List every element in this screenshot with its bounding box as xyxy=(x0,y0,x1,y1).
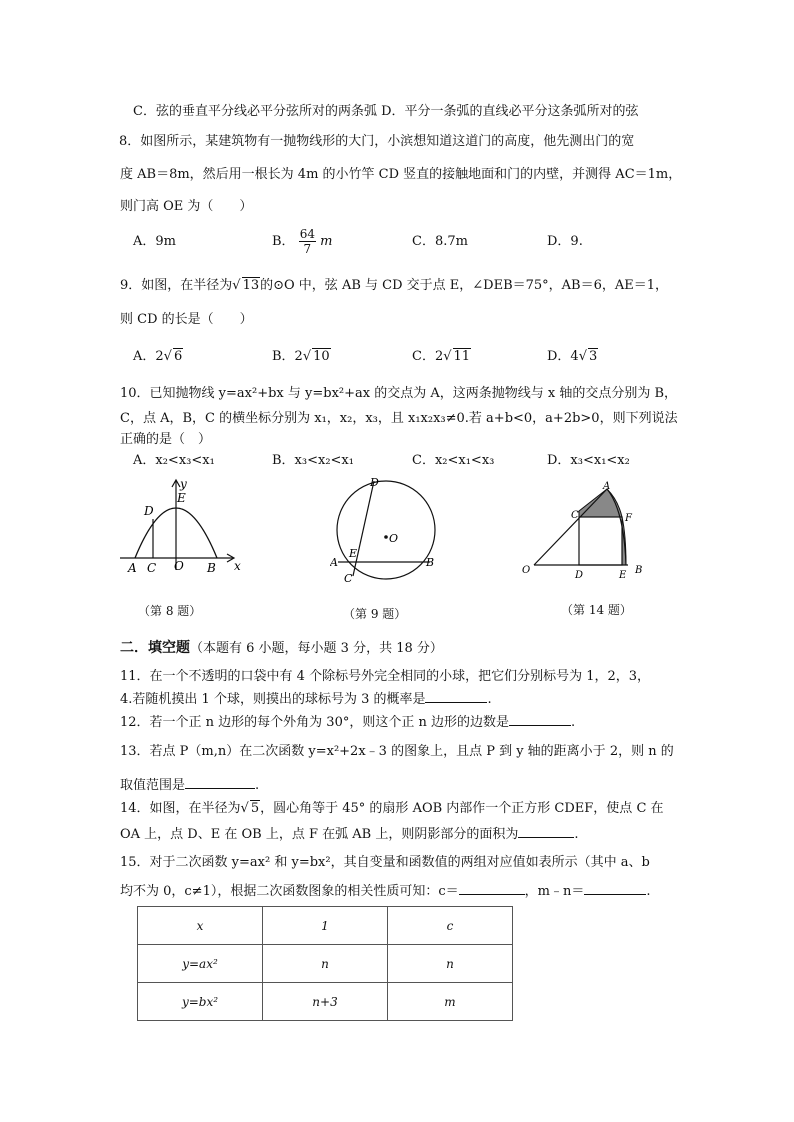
table-cell: x xyxy=(138,907,263,945)
table-cell: y=bx² xyxy=(138,983,263,1021)
q9-stem-line1: 9．如图，在半径为√ 13的⊙O 中，弦 AB 与 CD 交于点 E，∠DEB＝75°，AB＝6，AE＝1， xyxy=(120,278,669,293)
fig9-label-C: C xyxy=(344,572,353,585)
q12-answer-blank[interactable] xyxy=(509,711,571,726)
table-cell: n xyxy=(263,945,388,983)
q9-option-a: A．2√ 6 xyxy=(133,349,183,364)
q10-option-d: D．x₃<x₁<x₂ xyxy=(547,453,630,468)
q10-stem-line2: C，点 A，B，C 的横坐标分别为 x₁，x₂，x₃，且 x₁x₂x₃≠0.若 a+b<0，a+2b>0，则下列说法 xyxy=(120,411,678,426)
q8-option-d: D．9. xyxy=(547,234,583,249)
fig9-caption: （第 9 题） xyxy=(343,607,407,621)
q14-radical-5: 5 xyxy=(250,801,260,816)
q7-options-cd xyxy=(133,102,639,122)
q10-stem-line3: 正确的是（ ） xyxy=(120,432,212,447)
q13-stem-line2: 取值范围是 . xyxy=(120,774,259,796)
fig9-label-O: O xyxy=(389,532,399,545)
q13-answer-blank[interactable] xyxy=(185,774,255,789)
q13-stem-line1: 13．若点 P（m,n）在二次函数 y=x²+2x﹣3 的图象上，且点 P 到 y 轴的距离小于 2，则 n 的 xyxy=(120,744,674,759)
fig8-label-y: y xyxy=(180,478,187,491)
figure-8 xyxy=(118,478,253,578)
fig14-radius-OA xyxy=(534,489,607,565)
table-cell: n xyxy=(388,945,513,983)
fig14-label-E: E xyxy=(619,570,627,580)
fig8-label-D: D xyxy=(144,504,154,518)
q11-stem-line2: 4.若随机摸出 1 个球，则摸出的球标号为 3 的概率是 . xyxy=(120,688,492,710)
q10-stem-line1: 10．已知抛物线 y=ax²+bx 与 y=bx²+ax 的交点为 A，这两条抛物线与 x 轴的交点分别为 B， xyxy=(120,386,678,401)
q9-radical-13: 13 xyxy=(242,278,260,293)
fig9-center-dot xyxy=(384,535,388,539)
fig8-label-A: A xyxy=(128,561,137,575)
fig14-label-F: F xyxy=(625,513,632,524)
q12-stem: 12．若一个正 n 边形的每个外角为 30°，则这个正 n 边形的边数是 . xyxy=(120,711,575,733)
fig8-label-O: O xyxy=(174,559,184,573)
q15-value-table xyxy=(137,906,513,1021)
q15-answer-blank-c[interactable] xyxy=(459,880,525,895)
fig14-label-D: D xyxy=(575,570,584,580)
q7-option-c: C．弦的垂直平分线必平分弦所对的两条弧 xyxy=(133,104,377,119)
fig8-label-x: x xyxy=(234,559,241,573)
q8-option-a: A．9m xyxy=(133,234,176,249)
q9-option-b: B．2√ 10 xyxy=(272,349,330,364)
table-row xyxy=(138,907,513,945)
fig14-label-A: A xyxy=(603,481,611,492)
fig8-label-C: C xyxy=(147,561,157,575)
fig9-label-D: D xyxy=(370,476,379,489)
q9-stem-line2: 则 CD 的长是（ ） xyxy=(120,312,253,327)
q14-stem-line2: OA 上，点 D、E 在 OB 上，点 F 在弧 AB 上，则阴影部分的面积为 . xyxy=(120,823,578,845)
q9-option-c: C．2√ 11 xyxy=(412,349,471,364)
q11-answer-blank[interactable] xyxy=(425,688,487,703)
q11-stem-line1: 11．在一个不透明的口袋中有 4 个除标号外完全相同的小球，把它们分别标号为 1，2，3， xyxy=(120,669,651,684)
q14-answer-blank[interactable] xyxy=(518,823,574,838)
table-cell: c xyxy=(388,907,513,945)
q8-option-b-fraction: $\frac{64}{7}$ xyxy=(299,227,315,256)
table-cell: n+3 xyxy=(263,983,388,1021)
section2-heading xyxy=(120,638,443,659)
q9-option-d: D．4√ 3 xyxy=(547,349,598,364)
q10-option-a: A．x₂<x₃<x₁ xyxy=(133,453,215,468)
table-cell: m xyxy=(388,983,513,1021)
fig9-label-A: A xyxy=(330,556,338,569)
fig14-label-O: O xyxy=(522,565,531,576)
fig14-label-B: B xyxy=(635,565,643,576)
q15-answer-blank-m-minus-n[interactable] xyxy=(584,880,646,895)
fig8-label-E: E xyxy=(177,491,186,505)
section2-note: （本题有 6 小题，每小题 3 分，共 18 分） xyxy=(190,641,443,656)
q8-stem-line3: 则门高 OE 为（ ） xyxy=(120,199,253,214)
q8-option-b: B． $\frac{64}{7}$ m xyxy=(272,227,333,256)
table-row xyxy=(138,983,513,1021)
fig14-caption: （第 14 题） xyxy=(561,603,632,617)
table-cell: 1 xyxy=(263,907,388,945)
fig9-circle xyxy=(337,481,435,579)
fig14-square-CDEF xyxy=(579,517,622,565)
q10-option-b: B．x₃<x₂<x₁ xyxy=(272,453,354,468)
section2-title: 二．填空题 xyxy=(120,640,190,656)
q8-stem-line2: 度 AB＝8m，然后用一根长为 4m 的小竹竿 CD 竖直的接触地面和门的内壁，并测得 AC＝1m， xyxy=(120,167,682,182)
q8-option-c: C．8.7m xyxy=(412,234,468,249)
q7-option-d: D．平分一条弧的直线必平分这条弧所对的弦 xyxy=(381,104,639,119)
fig9-label-E: E xyxy=(349,547,358,560)
q14-stem-line1: 14．如图，在半径为√ 5，圆心角等于 45° 的扇形 AOB 内部作一个正方形 CDEF，使点 C 在 xyxy=(120,801,664,816)
q10-option-c: C．x₂<x₁<x₃ xyxy=(412,453,495,468)
q15-stem-line2: 均不为 0，c≠1），根据二次函数图象的相关性质可知：c＝ ，m﹣n＝ . xyxy=(120,880,650,902)
table-row xyxy=(138,945,513,983)
q8-stem-line1: 8．如图所示，某建筑物有一抛物线形的大门，小滨想知道这道门的高度，他先测出门的宽 xyxy=(119,134,635,149)
table-cell: y=ax² xyxy=(138,945,263,983)
figure-14 xyxy=(514,480,654,580)
fig9-label-B: B xyxy=(426,556,435,569)
fig8-label-B: B xyxy=(207,561,216,575)
fig14-label-C: C xyxy=(571,510,579,521)
q15-stem-line1: 15．对于二次函数 y=ax² 和 y=bx²，其自变量和函数值的两组对应值如表所示（其中 a、b xyxy=(120,855,650,870)
figure-9 xyxy=(330,474,440,586)
fig8-caption: （第 8 题） xyxy=(138,604,202,618)
